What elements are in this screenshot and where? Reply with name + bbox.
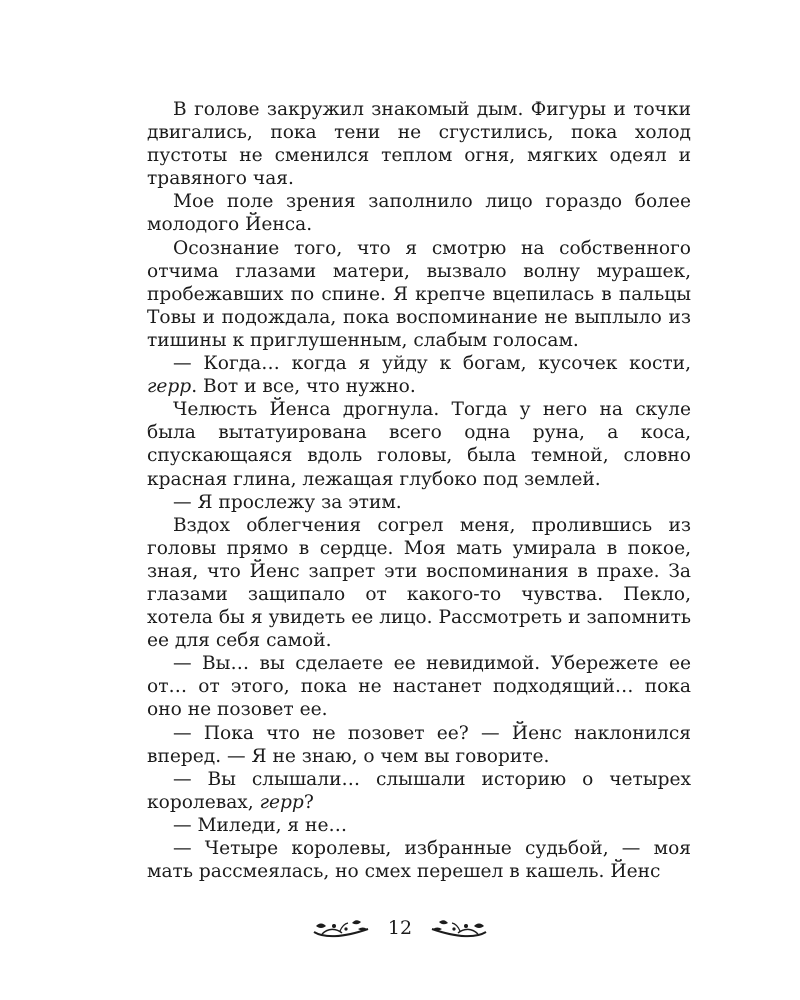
paragraph [147,814,691,837]
text-run: — Пока что не позовет ее? — Йенс наклонился вперед. — Я не знаю, о чем вы говорите. [147,722,691,767]
text-run: — Четыре королевы, избранные судьбой, — моя мать рассмеялась, но смех перешел в кашель. Йенс [147,838,691,883]
floral-ornament-left-icon [312,917,370,939]
paragraph [147,98,691,190]
paragraph [147,514,691,653]
text-run: Мое поле зрения заполнило лицо гораздо более молодого Йенса. [147,191,691,236]
text-run: — Вы… вы сделаете ее невидимой. Убережете ее от… от этого, пока не настанет подходящий… пока оно не позовет ее. [147,653,691,721]
paragraph [147,398,691,490]
page-number: 12 [387,916,413,939]
italic-word: герр [259,791,304,813]
text-run: Вздох облегчения согрел меня, пролившись из головы прямо в сердце. Моя мать умирала в покое, зная, что Йенс запрет эти воспоминания в прахе. За глазами защипало от какого-то чувства. Пекло, хотела бы я увидеть ее лицо. Рассмотреть и запомнить ее для себя самой. [147,514,691,652]
floral-ornament-right-icon [430,917,488,939]
paragraph [147,768,691,814]
page-footer [0,913,800,943]
text-run: Осознание того, что я смотрю на собственного отчима глазами матери, вызвало волну мурашек, пробежавших по спине. Я крепче вцепилась в пальцы Товы и подождала, пока воспоминание не выплыло из тишины к приглушенным, слабым голосам. [147,237,691,351]
body-text [147,98,691,883]
paragraph [147,837,691,883]
paragraph [147,190,691,236]
text-run: Челюсть Йенса дрогнула. Тогда у него на скуле была вытатуирована всего одна руна, а коса, спускающаяся вдоль головы, была темной, словно красная глина, лежащая глубоко под землей. [147,399,691,490]
paragraph [147,491,691,514]
text-run: ? [303,791,314,813]
text-run: . Вот и все, что нужно. [191,376,416,398]
paragraph [147,352,691,398]
text-run: — Миледи, я не… [173,814,348,836]
text-run: — Я прослежу за этим. [173,491,402,513]
paragraph [147,652,691,721]
text-run: — Когда… когда я уйду к богам, кусочек кости, [173,353,691,375]
text-run: В голове закружил знакомый дым. Фигуры и точки двигались, пока тени не сгустились, пока холод пустоты не сменился теплом огня, мягких одеял и травяного чая. [147,99,691,190]
paragraph [147,722,691,768]
italic-word: герр [147,376,192,398]
text-run: — Вы слышали… слышали историю о четырех королевах, [147,768,691,813]
paragraph [147,237,691,352]
